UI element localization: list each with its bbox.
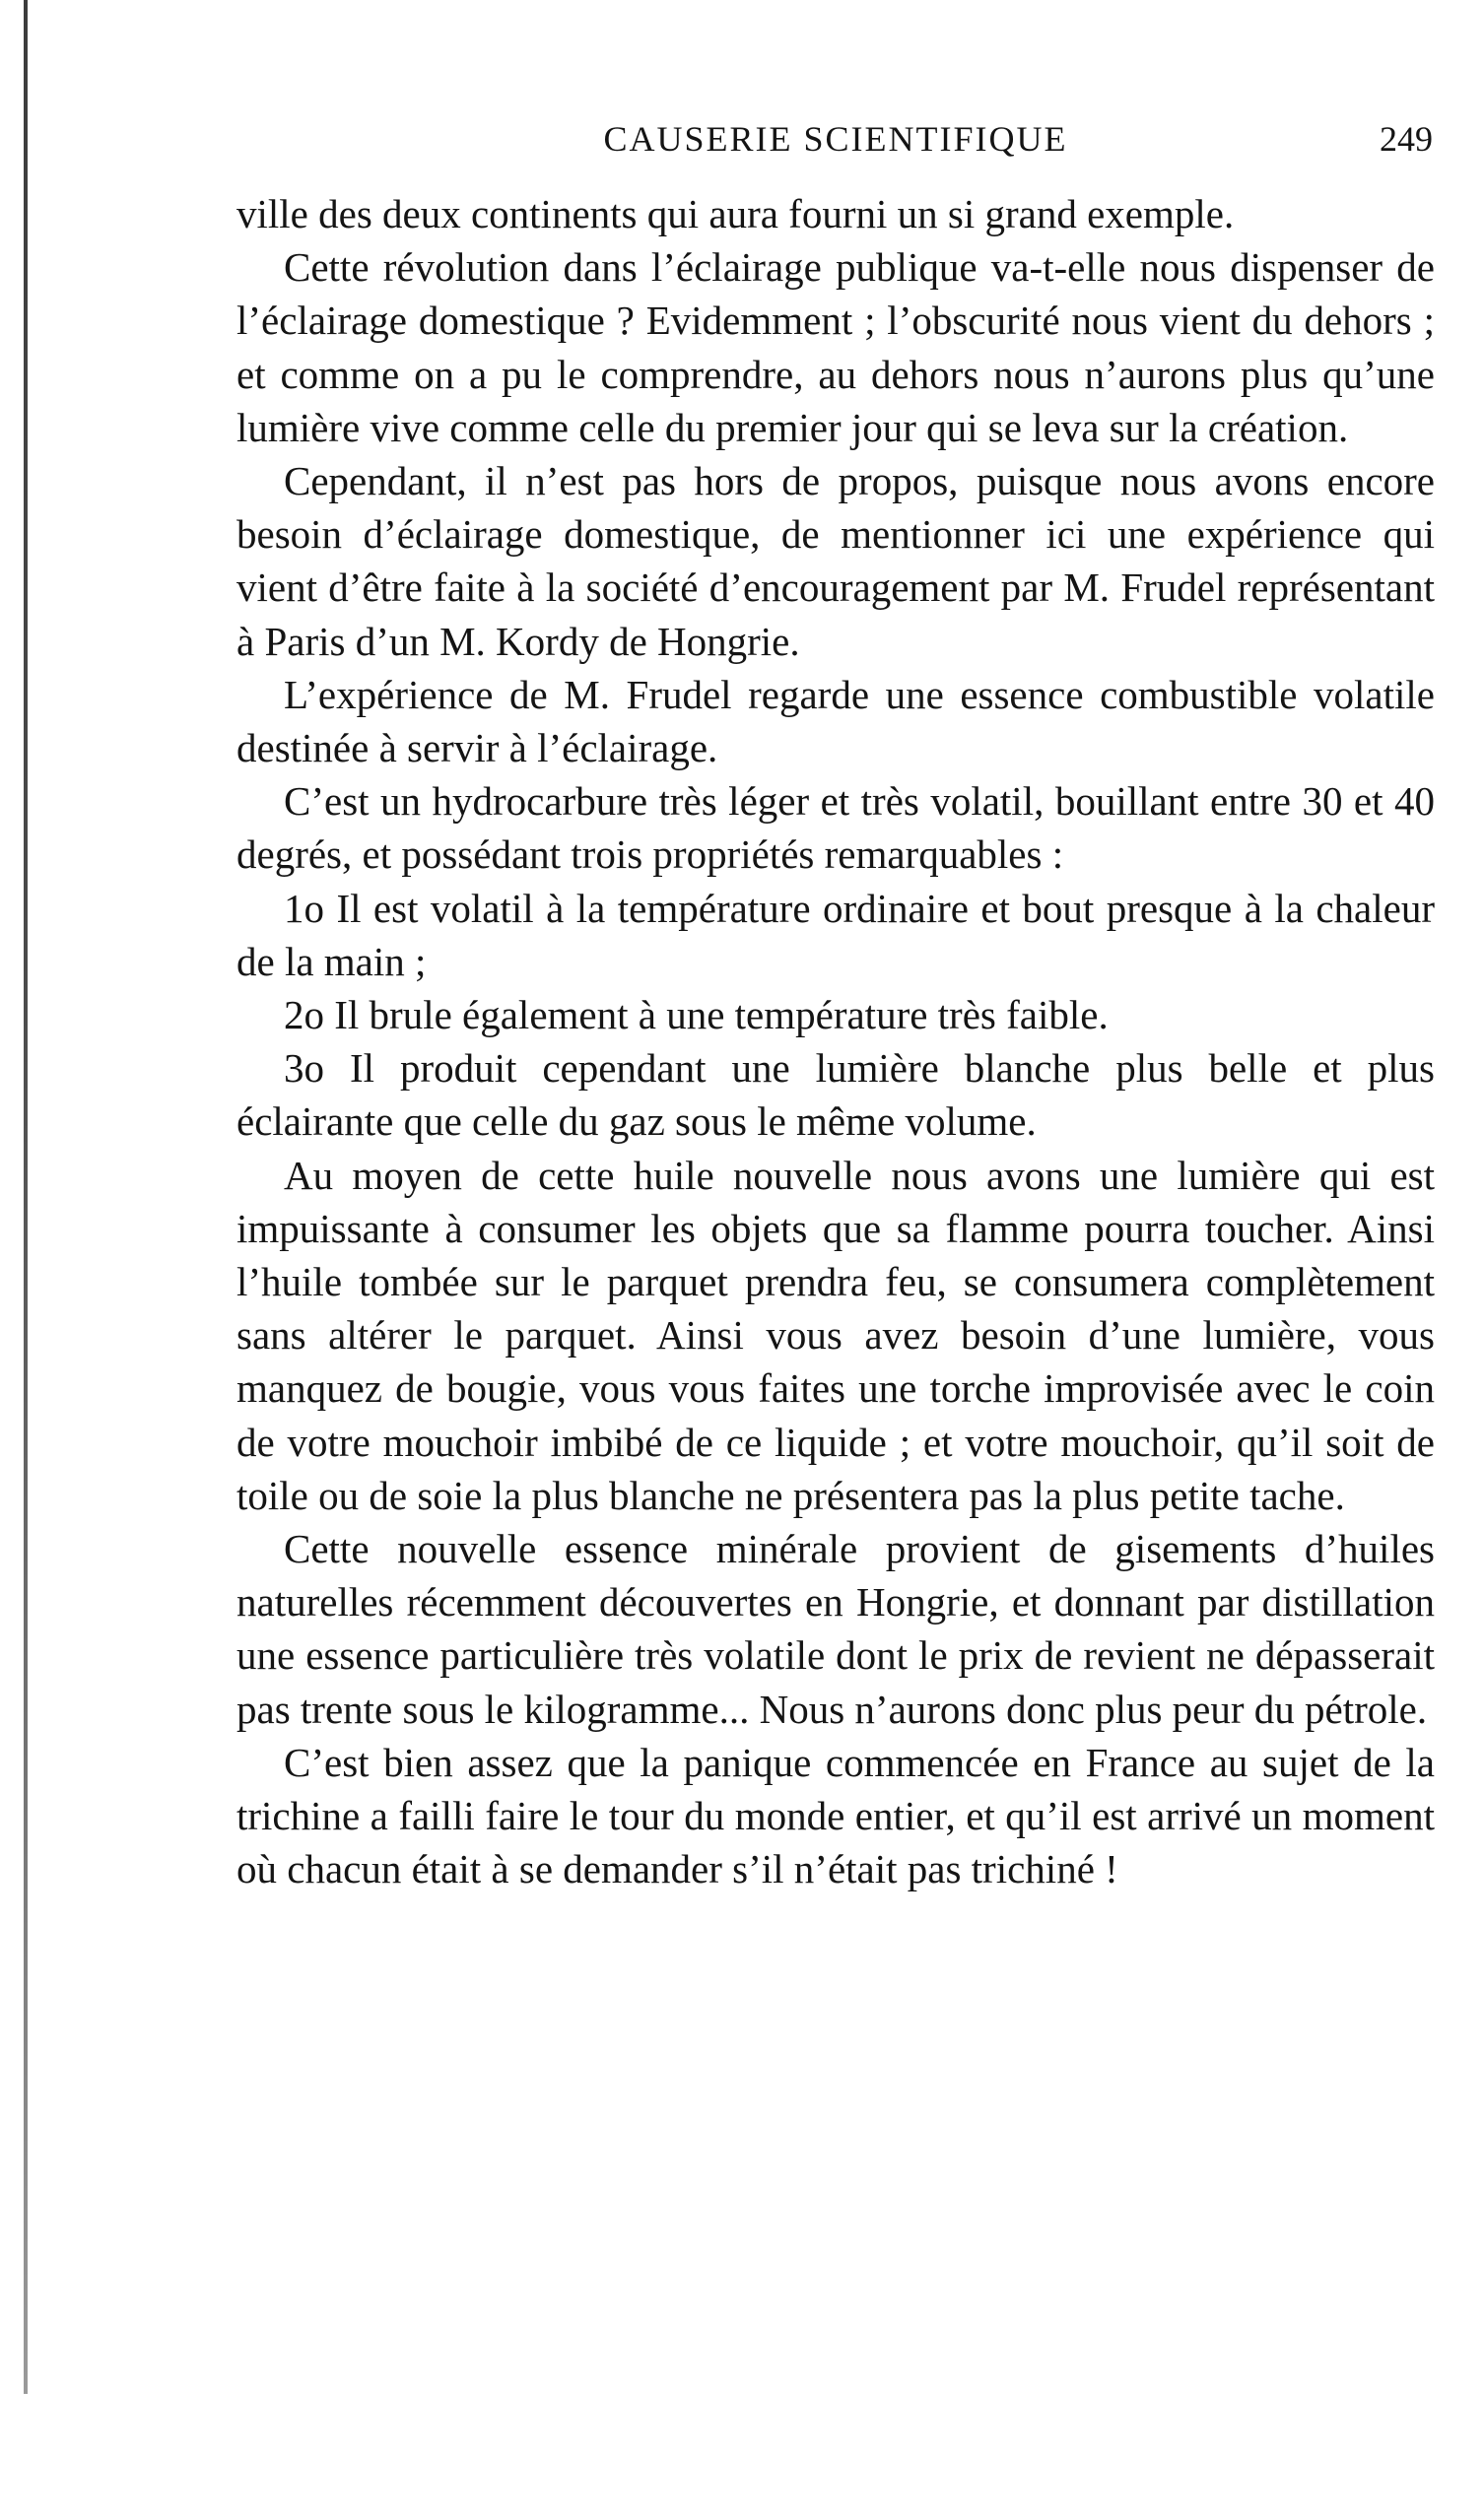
list-item-2: 2o Il brule également à une température très faible.	[284, 992, 1109, 1038]
running-header	[238, 111, 1433, 166]
paragraph: C’est bien assez que la panique commencée en France au sujet de la trichine a failli faire le tour du monde entier, et qu’il est arrivé un moment où chacun était à se demander s’il n’était pas trichiné !	[236, 1739, 1435, 1892]
paragraph: Cette révolution dans l’éclairage publique va-t-elle nous dispenser de l’éclairage domestique ? Evidemment ; l’obscurité nous vient du dehors ; et comme on a pu le comprendre, au dehors nous n’aurons plus qu’une lumière vive comme celle du premier jour qui se leva sur la création.	[236, 244, 1435, 450]
paragraph: L’expérience de M. Frudel regarde une essence combustible volatile destinée à servir à l’éclairage.	[236, 671, 1435, 771]
list-item-3: 3o Il produit cependant une lumière blanche plus belle et plus éclairante que celle du gaz sous le même volume.	[236, 1045, 1435, 1145]
paragraph: C’est un hydrocarbure très léger et très volatil, bouillant entre 30 et 40 degrés, et possédant trois propriétés remarquables :	[236, 778, 1435, 878]
list-item-1: 1o Il est volatil à la température ordinaire et bout presque à la chaleur de la main ;	[236, 885, 1435, 984]
page-number: 249	[1380, 119, 1433, 159]
paragraph: Au moyen de cette huile nouvelle nous avons une lumière qui est impuissante à consumer les objets que sa flamme pourra toucher. Ainsi l’huile tombée sur le parquet prendra feu, se consumera complètement sans altérer le parquet. Ainsi vous avez besoin d’une lumière, vous manquez de bougie, vous vous faites une torche improvisée avec le coin de votre mouchoir imbibé de ce liquide ; et votre mouchoir, qu’il soit de toile ou de soie la plus blanche ne présentera pas la plus petite tache.	[236, 1152, 1435, 1518]
running-title: CAUSERIE SCIENTIFIQUE	[603, 119, 1068, 159]
body-text	[236, 187, 1435, 1896]
page-binding-edge	[24, 0, 28, 2394]
paragraph: Cette nouvelle essence minérale provient de gisements d’huiles naturelles récemment découvertes en Hongrie, et donnant par distillation une essence particulière très volatile dont le prix de revient ne dépasserait pas trente sous le kilogramme... Nous n’aurons donc plus peur du pétrole.	[236, 1526, 1435, 1732]
paragraph-continued: ville des deux continents qui aura fourni un si grand exemple.	[236, 191, 1235, 236]
paragraph: Cependant, il n’est pas hors de propos, puisque nous avons encore besoin d’éclairage domestique, de mentionner ici une expérience qui vient d’être faite à la société d’encouragement par M. Frudel représentant à Paris d’un M. Kordy de Hongrie.	[236, 458, 1435, 664]
